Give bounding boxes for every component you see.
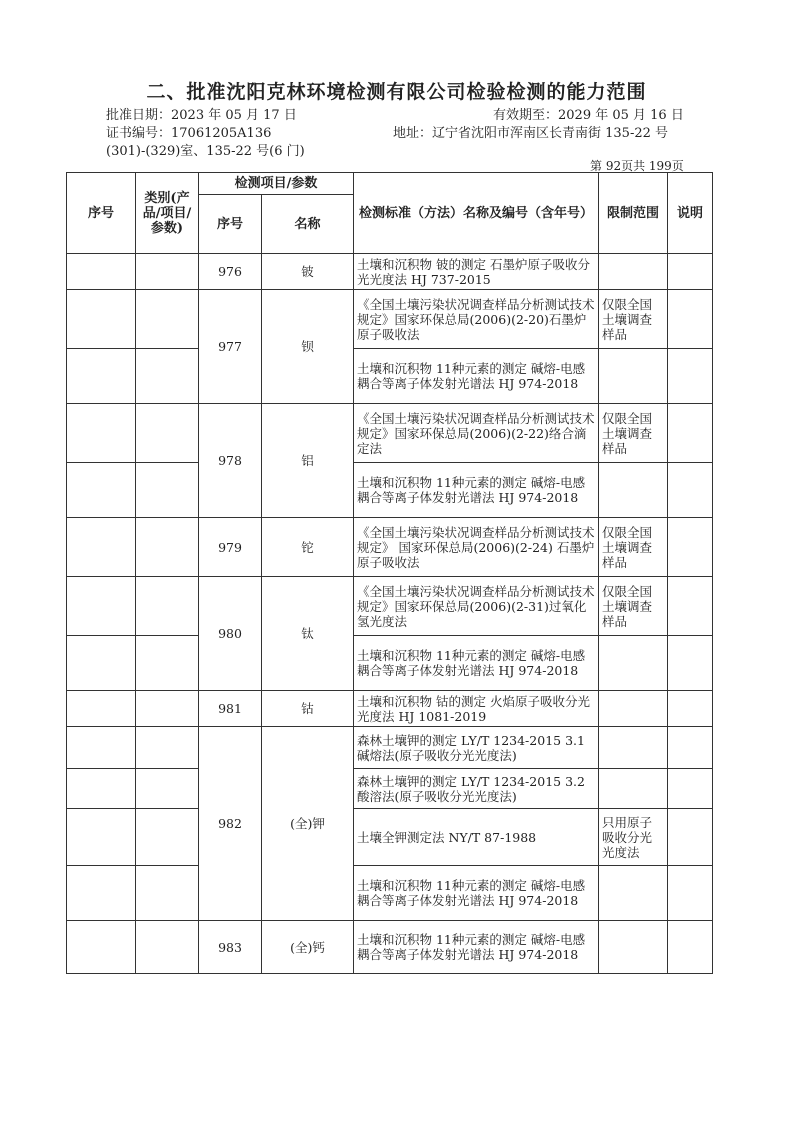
header-sub-seq: 序号 xyxy=(199,195,262,254)
table-row xyxy=(67,727,713,769)
header-note: 说明 xyxy=(668,173,713,254)
item-name: 铍 xyxy=(262,254,354,290)
valid-until: 有效期至：2029 年 05 月 16 日 xyxy=(493,108,684,123)
limit-range xyxy=(599,921,668,974)
table-row xyxy=(67,809,713,866)
item-number: 982 xyxy=(199,727,262,921)
address: 地址：辽宁省沈阳市浑南区长青南街 135-22 号 xyxy=(393,126,669,141)
item-name: 钴 xyxy=(262,691,354,727)
limit-range xyxy=(599,691,668,727)
address-continued: (301)-(329)室、135-22 号(6 门) xyxy=(106,144,305,159)
table-row xyxy=(67,921,713,974)
item-name: (全)钾 xyxy=(262,727,354,921)
method-standard: 土壤全钾测定法 NY/T 87-1988 xyxy=(354,809,599,866)
table-row xyxy=(67,349,713,404)
header-sub-name: 名称 xyxy=(262,195,354,254)
header-limit: 限制范围 xyxy=(599,173,668,254)
limit-range: 仅限全国土壤调查样品 xyxy=(599,577,668,636)
method-standard: 森林土壤钾的测定 LY/T 1234-2015 3.2 酸溶法(原子吸收分光光度法) xyxy=(354,769,599,809)
method-standard: 森林土壤钾的测定 LY/T 1234-2015 3.1 碱熔法(原子吸收分光光度法) xyxy=(354,727,599,769)
limit-range: 仅限全国土壤调查样品 xyxy=(599,518,668,577)
cert-number: 证书编号：17061205A136 xyxy=(106,126,272,141)
limit-range xyxy=(599,866,668,921)
item-number: 983 xyxy=(199,921,262,974)
limit-range xyxy=(599,463,668,518)
method-standard: 土壤和沉积物 11种元素的测定 碱熔-电感耦合等离子体发射光谱法 HJ 974-2018 xyxy=(354,349,599,404)
method-standard: 《全国土壤污染状况调查样品分析测试技术规定》国家环保总局(2006)(2-31)过氧化氢光度法 xyxy=(354,577,599,636)
item-name: 铝 xyxy=(262,404,354,518)
table-row xyxy=(67,254,713,290)
limit-range xyxy=(599,254,668,290)
header-seq: 序号 xyxy=(67,173,136,254)
method-standard: 《全国土壤污染状况调查样品分析测试技术规定》 国家环保总局(2006)(2-24) 石墨炉原子吸收法 xyxy=(354,518,599,577)
method-standard: 土壤和沉积物 铍的测定 石墨炉原子吸收分光光度法 HJ 737-2015 xyxy=(354,254,599,290)
limit-range: 只用原子吸收分光光度法 xyxy=(599,809,668,866)
item-number: 979 xyxy=(199,518,262,577)
method-standard: 土壤和沉积物 11种元素的测定 碱熔-电感耦合等离子体发射光谱法 HJ 974-2018 xyxy=(354,463,599,518)
method-standard: 《全国土壤污染状况调查样品分析测试技术规定》国家环保总局(2006)(2-22)络合滴定法 xyxy=(354,404,599,463)
header-category: 类别(产品/项目/参数) xyxy=(136,173,199,254)
method-standard: 土壤和沉积物 11种元素的测定 碱熔-电感耦合等离子体发射光谱法 HJ 974-2018 xyxy=(354,921,599,974)
table-row xyxy=(67,691,713,727)
item-number: 977 xyxy=(199,290,262,404)
table-row xyxy=(67,769,713,809)
table-row xyxy=(67,404,713,463)
method-standard: 土壤和沉积物 11种元素的测定 碱熔-电感耦合等离子体发射光谱法 HJ 974-2018 xyxy=(354,636,599,691)
item-number: 980 xyxy=(199,577,262,691)
item-name: 钡 xyxy=(262,290,354,404)
method-standard: 土壤和沉积物 11种元素的测定 碱熔-电感耦合等离子体发射光谱法 HJ 974-2018 xyxy=(354,866,599,921)
item-number: 981 xyxy=(199,691,262,727)
limit-range xyxy=(599,769,668,809)
item-name: 钛 xyxy=(262,577,354,691)
limit-range: 仅限全国土壤调查样品 xyxy=(599,404,668,463)
table-row xyxy=(67,518,713,577)
method-standard: 土壤和沉积物 钴的测定 火焰原子吸收分光光度法 HJ 1081-2019 xyxy=(354,691,599,727)
item-name: (全)钙 xyxy=(262,921,354,974)
method-standard: 《全国土壤污染状况调查样品分析测试技术规定》国家环保总局(2006)(2-20)石墨炉原子吸收法 xyxy=(354,290,599,349)
table-row xyxy=(67,866,713,921)
item-name: 铊 xyxy=(262,518,354,577)
limit-range xyxy=(599,349,668,404)
table-row xyxy=(67,577,713,636)
item-number: 978 xyxy=(199,404,262,518)
approve-date: 批准日期：2023 年 05 月 17 日 xyxy=(106,108,297,123)
table-row xyxy=(67,636,713,691)
header-test-item: 检测项目/参数 xyxy=(199,173,354,195)
limit-range xyxy=(599,727,668,769)
capability-table xyxy=(66,172,713,974)
limit-range xyxy=(599,636,668,691)
page-info: 第 92页共 199页 xyxy=(590,159,684,173)
table-row xyxy=(67,463,713,518)
page-title: 二、批准沈阳克林环境检测有限公司检验检测的能力范围 xyxy=(146,81,647,103)
item-number: 976 xyxy=(199,254,262,290)
limit-range: 仅限全国土壤调查样品 xyxy=(599,290,668,349)
header-standard: 检测标准（方法）名称及编号（含年号） xyxy=(354,173,599,254)
table-row xyxy=(67,290,713,349)
